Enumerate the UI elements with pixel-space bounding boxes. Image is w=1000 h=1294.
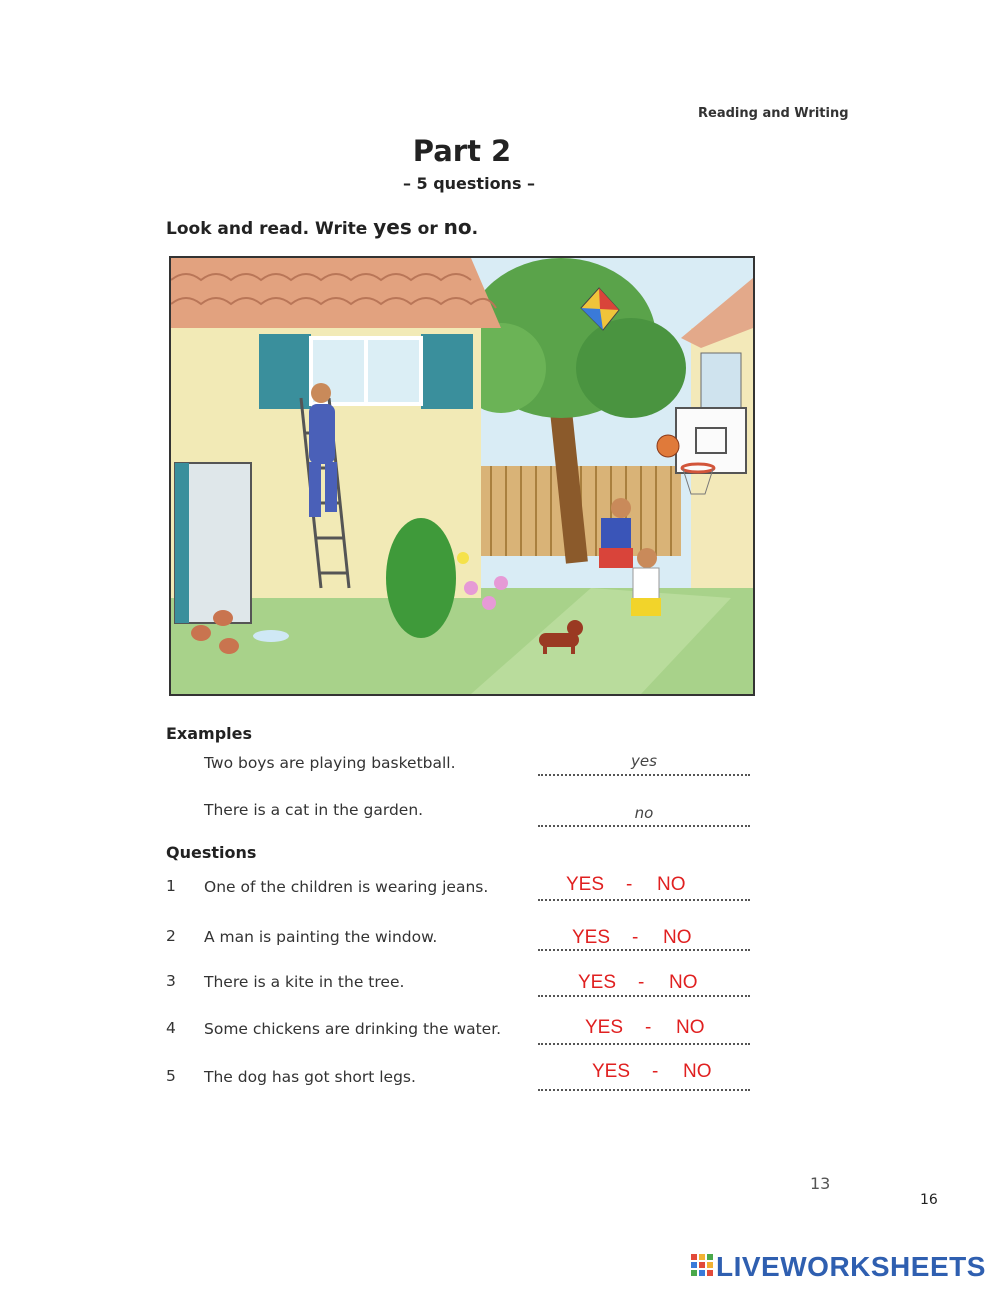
page-number: 13: [810, 1174, 831, 1193]
example-2-sentence: There is a cat in the garden.: [204, 801, 424, 819]
part-subtitle: – 5 questions –: [402, 174, 536, 193]
question-5-no-option[interactable]: NO: [683, 1061, 712, 1082]
question-2-yes-option[interactable]: YES: [572, 927, 611, 948]
question-1-answer-line: [538, 899, 750, 901]
question-3-answer-line: [538, 995, 750, 997]
brand-name: LIVEWORKSHEETS: [716, 1251, 986, 1282]
question-5-sentence: The dog has got short legs.: [204, 1068, 416, 1086]
question-2-sentence: A man is painting the window.: [204, 928, 438, 946]
question-4-dash: -: [645, 1017, 652, 1038]
question-3-yes-option[interactable]: YES: [578, 972, 617, 993]
question-4-answer-line: [538, 1043, 750, 1045]
question-2-number: 2: [166, 927, 176, 945]
question-1-no-option[interactable]: NO: [657, 874, 686, 895]
examples-heading: Examples: [166, 724, 253, 743]
example-2-answer: no: [634, 804, 654, 822]
liveworksheets-logo[interactable]: [690, 1251, 986, 1282]
question-2-dash: -: [632, 927, 639, 948]
question-2-answer-line: [538, 949, 750, 951]
question-3-sentence: There is a kite in the tree.: [204, 973, 405, 991]
question-4-sentence: Some chickens are drinking the water.: [204, 1020, 502, 1038]
question-3-number: 3: [166, 972, 176, 990]
instruction-or: or: [411, 219, 444, 239]
example-1-answer-line: [538, 774, 750, 776]
question-1-dash: -: [626, 874, 633, 895]
instruction-prefix: Look and read. Write: [166, 219, 374, 239]
question-2-no-option[interactable]: NO: [663, 927, 692, 948]
questions-heading: Questions: [166, 843, 257, 862]
part-title: Part 2: [412, 134, 512, 168]
instruction-yes: yes: [373, 215, 412, 239]
question-4-number: 4: [166, 1019, 176, 1037]
section-header: Reading and Writing: [698, 106, 849, 121]
question-4-yes-option[interactable]: YES: [585, 1017, 624, 1038]
instruction-no: no: [443, 215, 472, 239]
question-4-no-option[interactable]: NO: [676, 1017, 705, 1038]
question-5-yes-option[interactable]: YES: [592, 1061, 631, 1082]
question-3-dash: -: [638, 972, 645, 993]
example-1-answer: yes: [631, 752, 657, 770]
question-5-dash: -: [652, 1061, 659, 1082]
example-1-sentence: Two boys are playing basketball.: [204, 754, 456, 772]
example-2-answer-line: [538, 825, 750, 827]
bush: [386, 518, 456, 638]
question-1-sentence: One of the children is wearing jeans.: [204, 878, 489, 896]
scene-illustration: [169, 256, 755, 696]
question-5-answer-line: [538, 1089, 750, 1091]
water-puddle: [253, 630, 289, 642]
question-3-no-option[interactable]: NO: [669, 972, 698, 993]
question-1-yes-option[interactable]: YES: [566, 874, 605, 895]
question-1-number: 1: [166, 877, 176, 895]
instruction-end: .: [471, 219, 479, 239]
logo-grid-icon: [690, 1253, 714, 1277]
sheet-number: 16: [920, 1192, 938, 1208]
question-5-number: 5: [166, 1067, 176, 1085]
instruction: [166, 215, 478, 239]
